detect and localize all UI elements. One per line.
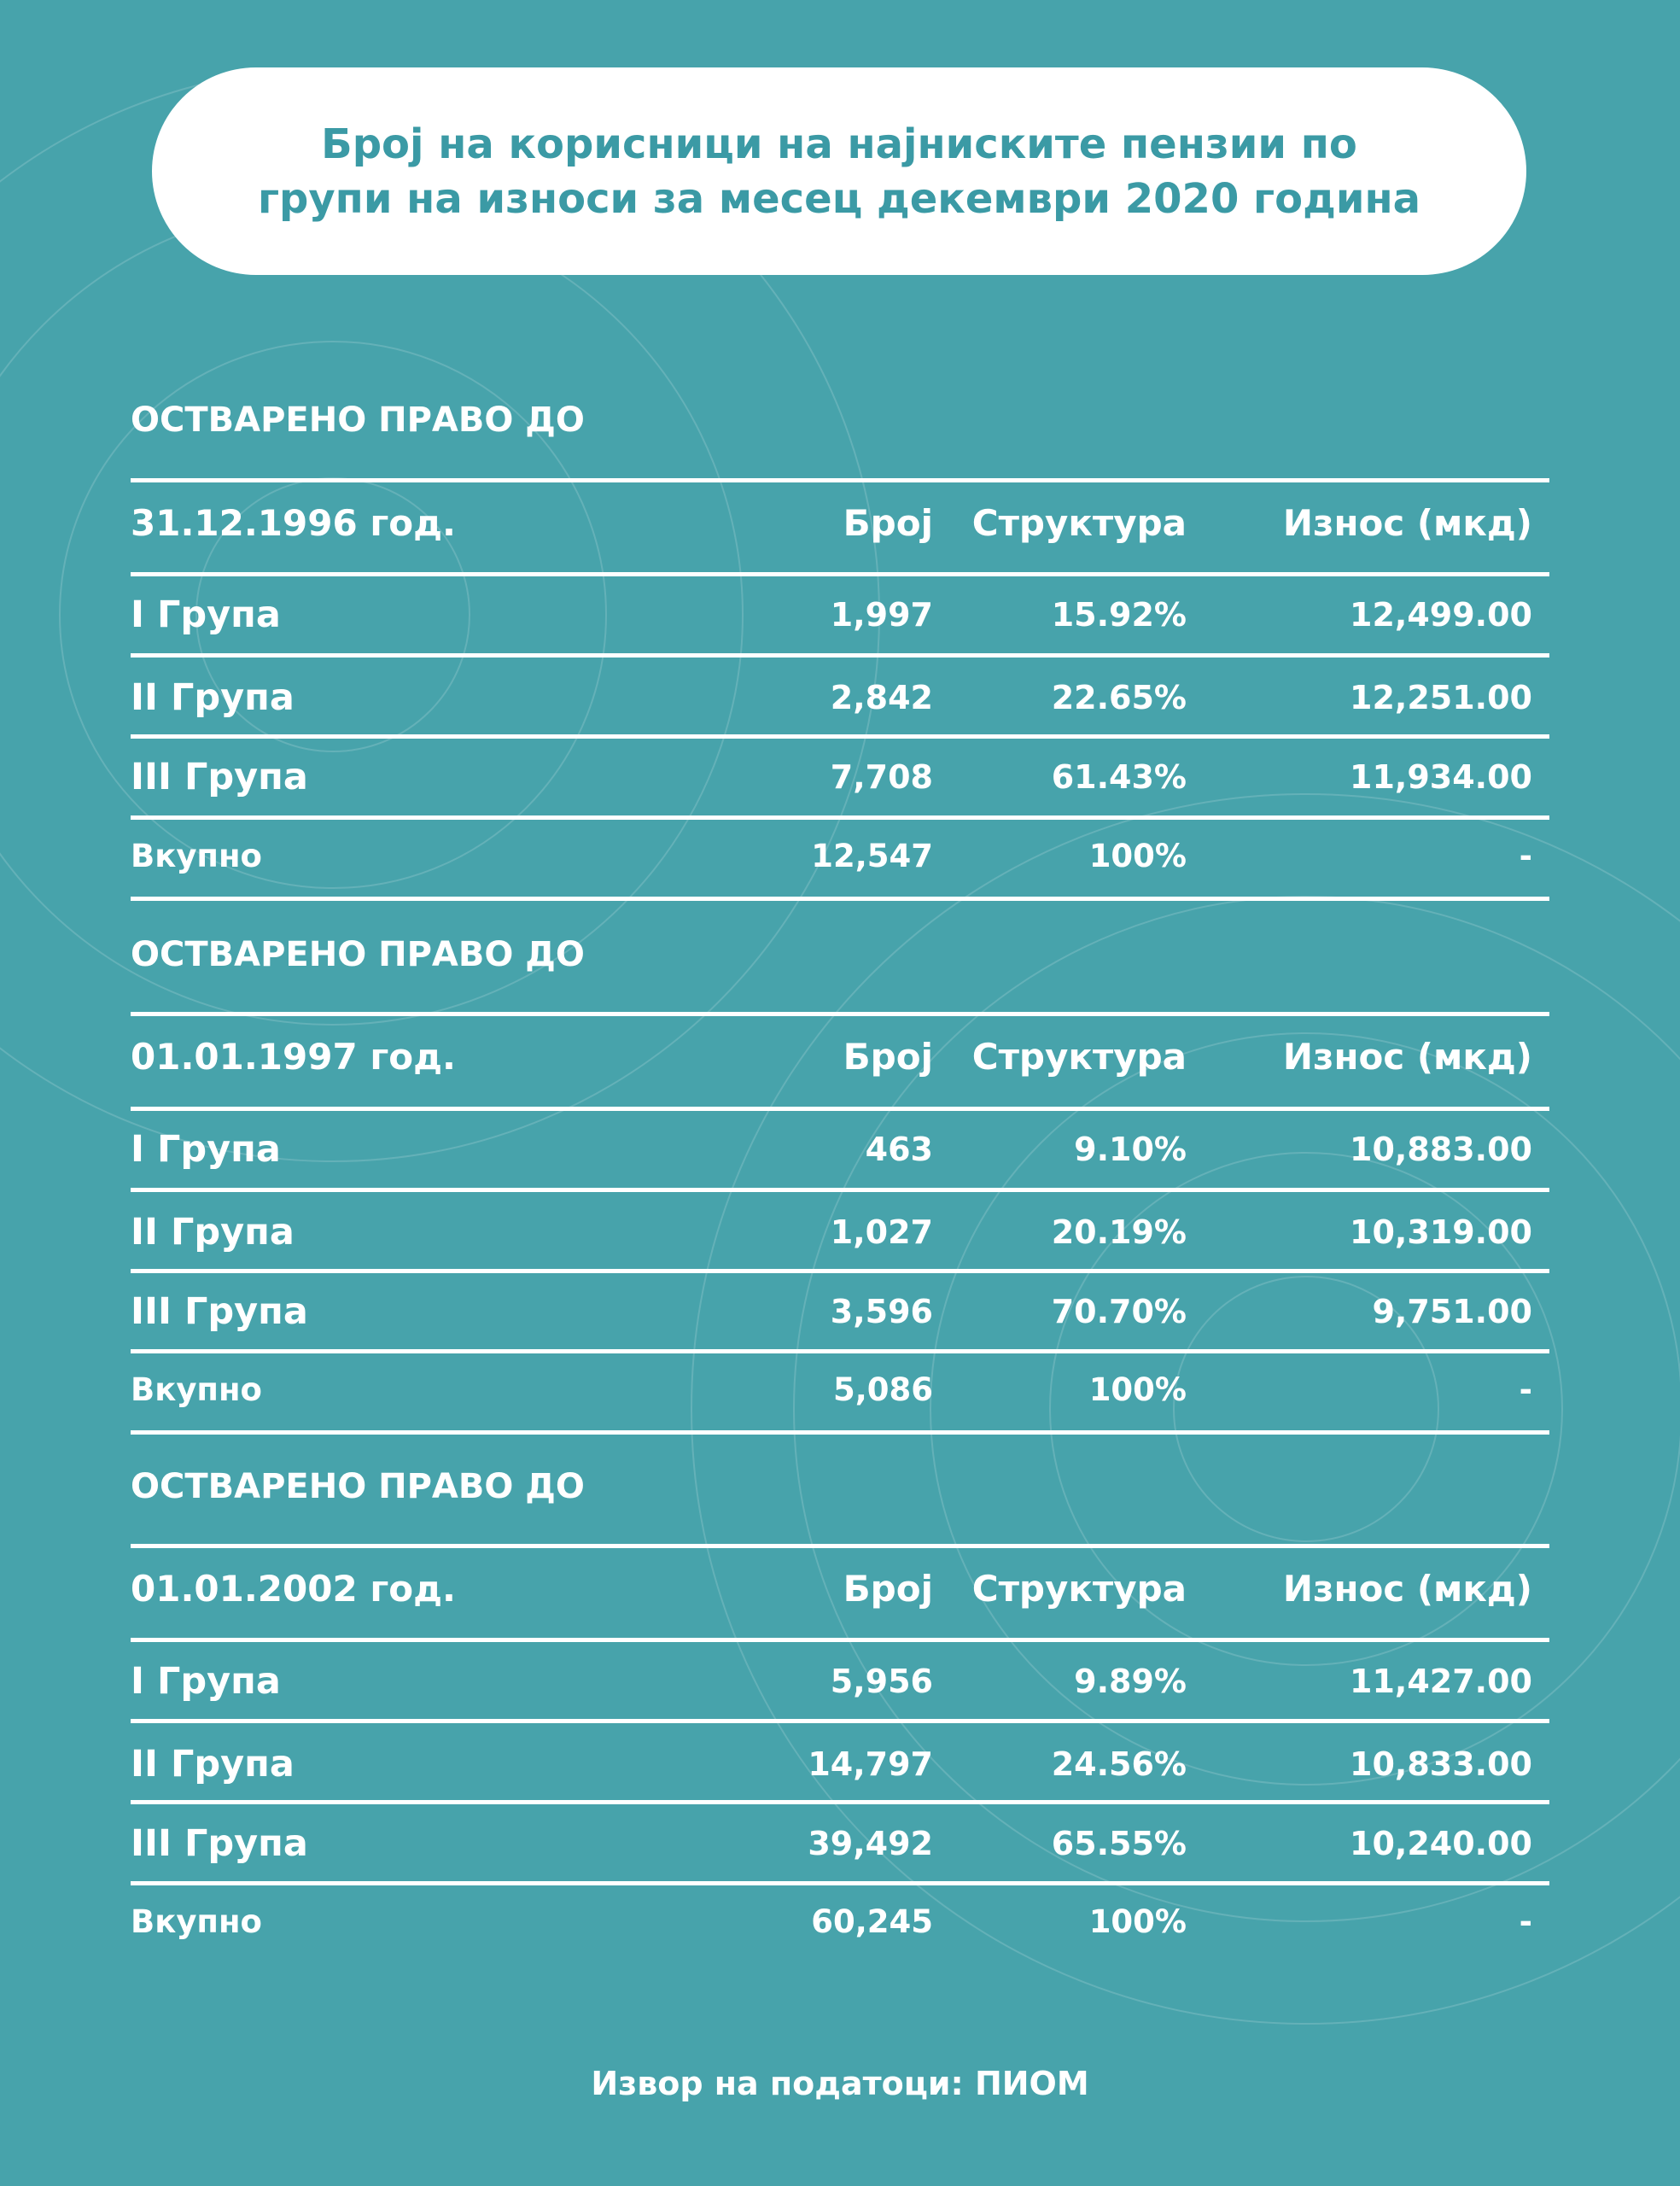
divider — [131, 1800, 1549, 1804]
amount-value: 10,240.00 — [1350, 1825, 1532, 1862]
section-3-header-row — [131, 1564, 1549, 1615]
amount-value: 10,833.00 — [1350, 1745, 1532, 1783]
total-row — [131, 1365, 1549, 1416]
divider — [131, 1012, 1549, 1016]
divider — [131, 1188, 1549, 1192]
structure-value: 20.19% — [1051, 1213, 1187, 1251]
group-label: III Група — [131, 1290, 308, 1333]
divider — [131, 897, 1549, 901]
title-line-2: групи на износи за месец декември 2020 година — [257, 174, 1421, 223]
group-label: I Група — [131, 1128, 281, 1171]
table-row — [131, 1656, 1549, 1707]
amount-value: 12,251.00 — [1350, 679, 1532, 716]
total-count: 60,245 — [811, 1903, 933, 1940]
divider — [131, 478, 1549, 482]
total-count: 12,547 — [811, 838, 933, 874]
title-banner — [152, 67, 1526, 275]
total-label: Вкупно — [131, 838, 262, 874]
structure-header: Структура — [971, 502, 1187, 544]
structure-value: 65.55% — [1051, 1825, 1187, 1862]
section-2-header-row — [131, 1032, 1549, 1083]
total-amount: - — [1519, 1903, 1532, 1940]
divider — [131, 1430, 1549, 1435]
section-1-heading: ОСТВАРЕНО ПРАВО ДО — [131, 400, 585, 440]
structure-header: Структура — [971, 1568, 1187, 1610]
divider — [131, 572, 1549, 576]
count-value: 7,708 — [830, 758, 933, 796]
total-label: Вкупно — [131, 1903, 262, 1940]
count-value: 14,797 — [808, 1745, 933, 1783]
divider — [131, 815, 1549, 820]
group-label: II Група — [131, 1211, 295, 1254]
table-row — [131, 1739, 1549, 1790]
group-label: I Група — [131, 1660, 281, 1703]
table-row — [131, 1286, 1549, 1337]
count-header: Број — [843, 1568, 933, 1610]
table-row — [131, 589, 1549, 640]
structure-value: 24.56% — [1051, 1745, 1187, 1783]
section-2-heading: ОСТВАРЕНО ПРАВО ДО — [131, 935, 585, 974]
total-structure: 100% — [1088, 838, 1187, 874]
count-value: 2,842 — [830, 679, 933, 716]
date-header: 31.12.1996 год. — [131, 502, 456, 544]
structure-value: 22.65% — [1051, 679, 1187, 716]
date-header: 01.01.2002 год. — [131, 1568, 456, 1610]
count-value: 1,997 — [830, 596, 933, 634]
divider — [131, 1269, 1549, 1273]
group-label: II Група — [131, 676, 295, 719]
total-label: Вкупно — [131, 1371, 262, 1408]
total-row — [131, 1897, 1549, 1948]
data-source-note: Извор на податоци: ПИОМ — [591, 2065, 1089, 2102]
section-1-header-row — [131, 498, 1549, 549]
amount-value: 11,427.00 — [1350, 1663, 1532, 1700]
divider — [131, 1349, 1549, 1353]
total-structure: 100% — [1088, 1371, 1187, 1408]
divider — [131, 1638, 1549, 1642]
total-structure: 100% — [1088, 1903, 1187, 1940]
divider — [131, 653, 1549, 658]
amount-value: 12,499.00 — [1350, 596, 1532, 634]
table-row — [131, 1207, 1549, 1258]
amount-header: Износ (мкд) — [1282, 502, 1532, 544]
total-amount: - — [1519, 1371, 1532, 1408]
count-value: 5,956 — [830, 1663, 933, 1700]
divider — [131, 734, 1549, 739]
table-row — [131, 1818, 1549, 1869]
total-amount: - — [1519, 838, 1532, 874]
divider — [131, 1881, 1549, 1885]
date-header: 01.01.1997 год. — [131, 1036, 456, 1078]
group-label: III Група — [131, 756, 308, 798]
count-value: 3,596 — [830, 1293, 933, 1330]
count-value: 39,492 — [808, 1825, 933, 1862]
table-row — [131, 751, 1549, 803]
structure-value: 61.43% — [1051, 758, 1187, 796]
amount-value: 10,319.00 — [1350, 1213, 1532, 1251]
amount-header: Износ (мкд) — [1282, 1568, 1532, 1610]
title-line-1: Број на корисници на најниските пензии по — [321, 120, 1357, 168]
count-value: 1,027 — [830, 1213, 933, 1251]
amount-value: 11,934.00 — [1350, 758, 1532, 796]
table-row — [131, 1124, 1549, 1175]
count-header: Број — [843, 502, 933, 544]
total-count: 5,086 — [832, 1371, 933, 1408]
amount-value: 9,751.00 — [1372, 1293, 1532, 1330]
divider — [131, 1107, 1549, 1111]
structure-value: 15.92% — [1051, 596, 1187, 634]
group-label: II Група — [131, 1743, 295, 1786]
structure-header: Структура — [971, 1036, 1187, 1078]
total-row — [131, 831, 1549, 882]
structure-value: 9.89% — [1074, 1663, 1187, 1700]
divider — [131, 1719, 1549, 1723]
divider — [131, 1544, 1549, 1548]
table-row — [131, 672, 1549, 723]
amount-value: 10,883.00 — [1350, 1131, 1532, 1168]
count-value: 463 — [865, 1131, 933, 1168]
section-3-heading: ОСТВАРЕНО ПРАВО ДО — [131, 1467, 585, 1506]
group-label: I Група — [131, 593, 281, 636]
amount-header: Износ (мкд) — [1282, 1036, 1532, 1078]
count-header: Број — [843, 1036, 933, 1078]
group-label: III Група — [131, 1822, 308, 1865]
structure-value: 9.10% — [1074, 1131, 1187, 1168]
structure-value: 70.70% — [1051, 1293, 1187, 1330]
